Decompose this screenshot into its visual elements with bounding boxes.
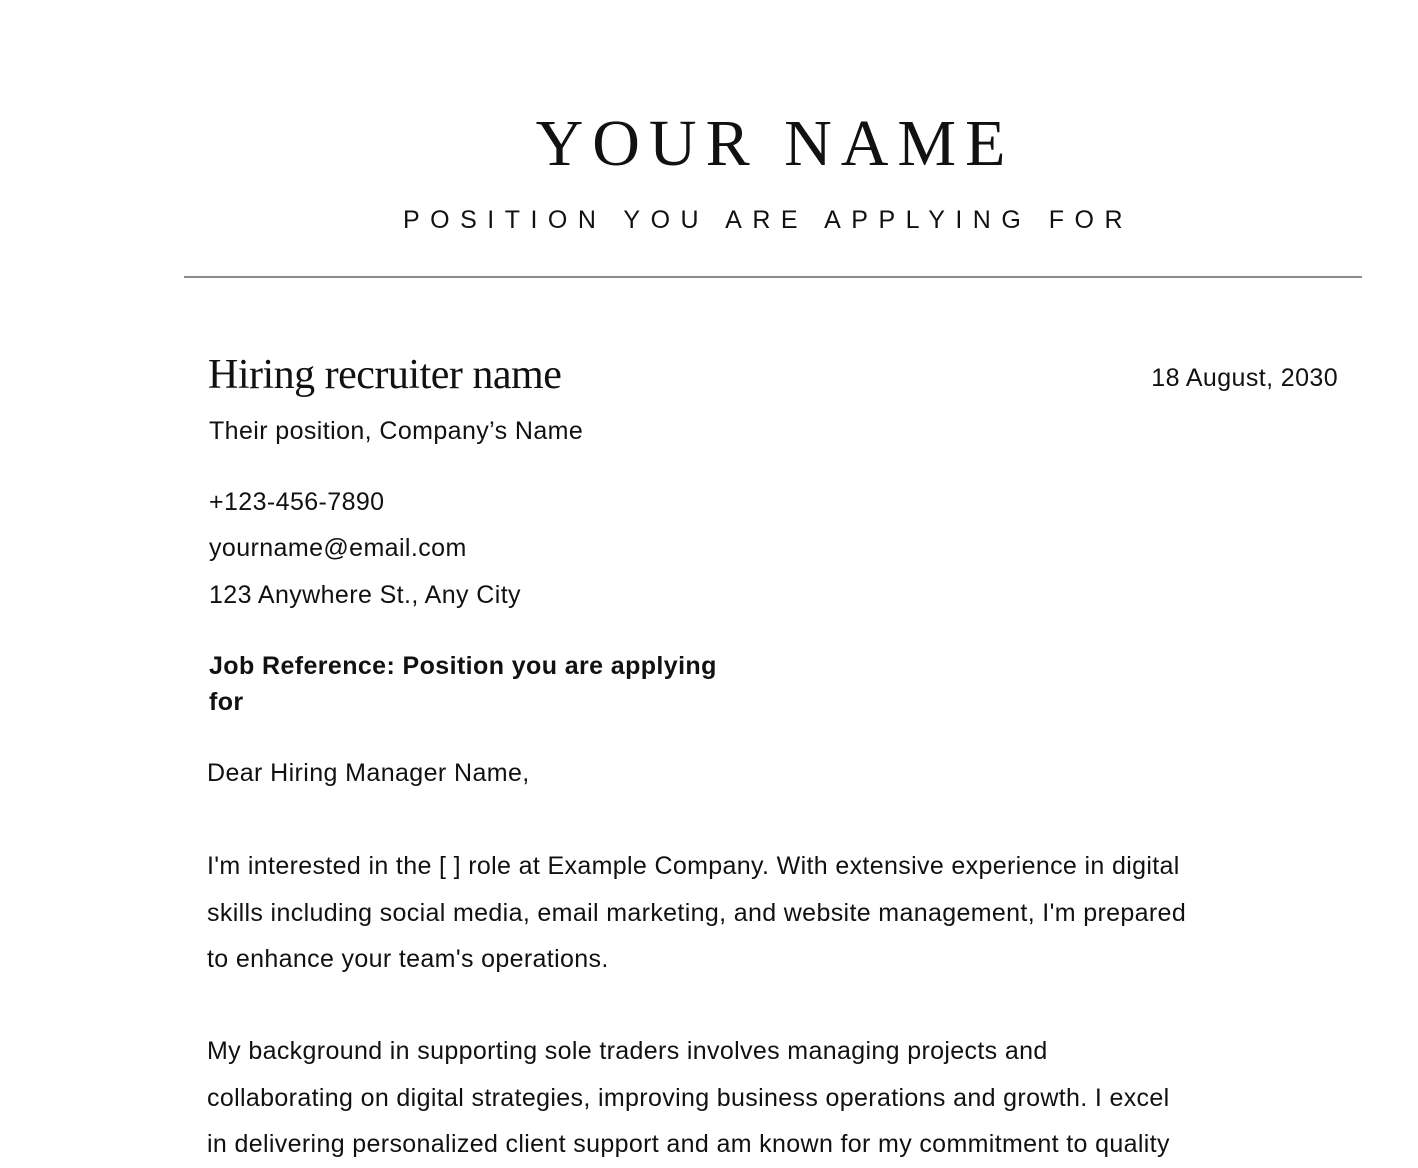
paragraph-line: skills including social media, email marketing, and website management, I'm prepared: [207, 898, 1187, 927]
paragraph-line: collaborating on digital strategies, improving business operations and growth. I excel: [207, 1083, 1170, 1112]
contact-email: yourname@email.com: [209, 534, 467, 562]
salutation: Dear Hiring Manager Name,: [207, 759, 530, 787]
letter-date: 18 August, 2030: [1151, 364, 1338, 392]
contact-phone: +123-456-7890: [209, 488, 385, 516]
contact-address: 123 Anywhere St., Any City: [209, 581, 521, 609]
recipient-name: Hiring recruiter name: [208, 352, 562, 398]
header-divider: [184, 276, 1362, 278]
recipient-position-company: Their position, Company’s Name: [209, 417, 584, 445]
job-reference-line-2: for: [209, 688, 244, 716]
job-reference-line-1: Job Reference: Position you are applying: [209, 652, 717, 680]
paragraph-2: [207, 1028, 1170, 1168]
paragraph-line: to enhance your team's operations.: [207, 945, 609, 973]
applicant-name: YOUR NAME: [535, 107, 1015, 180]
applicant-position: POSITION YOU ARE APPLYING FOR: [402, 206, 1134, 234]
paragraph-line: I'm interested in the [ ] role at Example Company. With extensive experience in digital: [207, 852, 1180, 880]
paragraph-line: My background in supporting sole traders involves managing projects and: [207, 1037, 1048, 1065]
paragraph-1: [207, 843, 1186, 983]
paragraph-line: in delivering personalized client support and am known for my commitment to quality: [207, 1130, 1170, 1158]
